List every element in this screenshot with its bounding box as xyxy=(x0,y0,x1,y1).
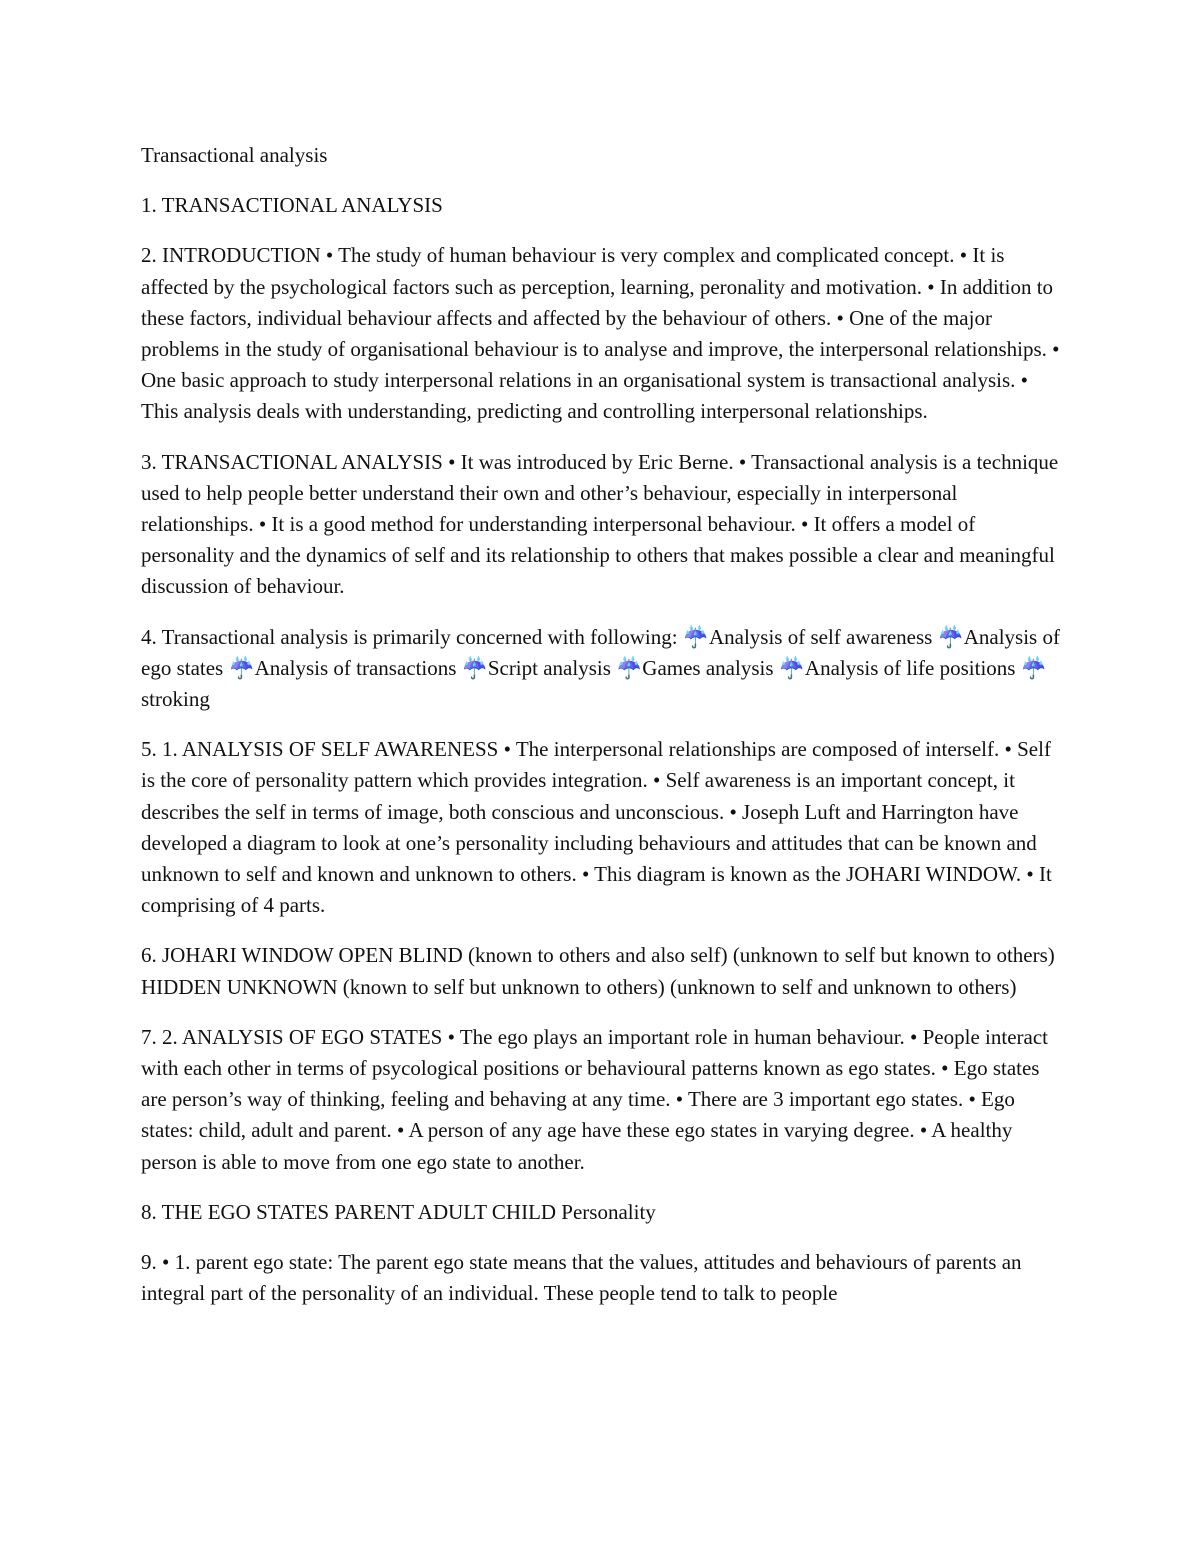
paragraph-2: 2. INTRODUCTION • The study of human behaviour is very complex and complicated concept. • It is affected by the psychological factors such as perception, learning, peronality and motivation. • In addition to these factors, individual behaviour affects and affected by the behaviour of others. • One of the major problems in the study of organisational behaviour is to analyse and improve, the interpersonal relationships. • One basic approach to study interpersonal relations in an organisational system is transactional analysis. • This analysis deals with understanding, predicting and controlling interpersonal relationships. xyxy=(141,243,1060,424)
paragraph-1: 1. TRANSACTIONAL ANALYSIS xyxy=(141,193,443,218)
paragraph-9: 9. • 1. parent ego state: The parent ego state means that the values, attitudes and behaviours of parents an integral part of the personality of an individual. These people tend to talk to people xyxy=(141,1250,1022,1306)
paragraph-3: 3. TRANSACTIONAL ANALYSIS • It was introduced by Eric Berne. • Transactional analysis is a technique used to help people better understand their own and other’s behaviour, especially in interpersonal relationships. • It is a good method for understanding interpersonal behaviour. • It offers a model of personality and the dynamics of self and its relationship to others that makes possible a clear and meaningful discussion of behaviour. xyxy=(141,449,1059,599)
paragraph-4: 4. Transactional analysis is primarily concerned with following: ☔Analysis of self awareness ☔Analysis of ego states ☔Analysis of transactions ☔Script analysis ☔Games analysis ☔Analysis of life positions ☔stroking xyxy=(141,624,1060,712)
paragraph-8: 8. THE EGO STATES PARENT ADULT CHILD Personality xyxy=(141,1199,656,1224)
paragraph-6: 6. JOHARI WINDOW OPEN BLIND (known to others and also self) (unknown to self but known to others) HIDDEN UNKNOWN (known to self but unknown to others) (unknown to self and unknown to others) xyxy=(141,943,1055,999)
document-title: Transactional analysis xyxy=(141,143,328,167)
paragraph-5: 5. 1. ANALYSIS OF SELF AWARENESS • The interpersonal relationships are composed of interself. • Self is the core of personality pattern which provides integration. • Self awareness is an important concept, it describes the self in terms of image, both conscious and unconscious. • Joseph Luft and Harrington have developed a diagram to look at one’s personality including behaviours and attitudes that can be known and unknown to self and known and unknown to others. • This diagram is known as the JOHARI WINDOW. • It comprising of 4 parts. xyxy=(141,737,1052,918)
document-page xyxy=(141,140,1066,1329)
paragraph-7: 7. 2. ANALYSIS OF EGO STATES • The ego plays an important role in human behaviour. • People interact with each other in terms of psycological positions or behavioural patterns known as ego states. • Ego states are person’s way of thinking, feeling and behaving at any time. • There are 3 important ego states. • Ego states: child, adult and parent. • A person of any age have these ego states in varying degree. • A healthy person is able to move from one ego state to another. xyxy=(141,1024,1048,1174)
